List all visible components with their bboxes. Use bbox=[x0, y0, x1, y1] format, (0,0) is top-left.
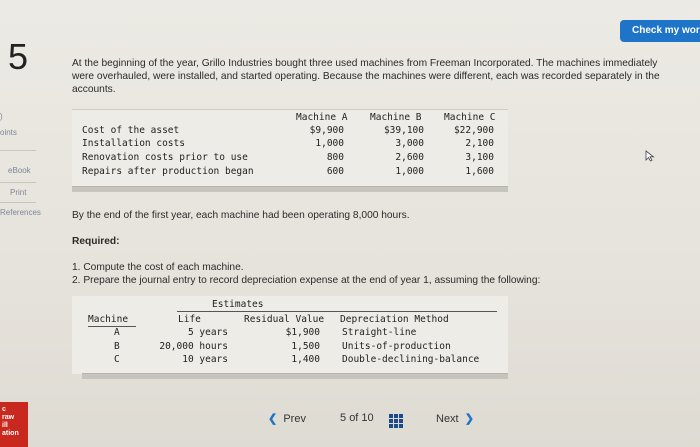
logo-text: c bbox=[2, 406, 6, 413]
cell: Straight-line bbox=[342, 327, 417, 338]
next-label: Next bbox=[436, 413, 459, 425]
cell: $1,900 bbox=[285, 327, 320, 338]
rail-divider bbox=[0, 182, 36, 183]
current-page: 5 bbox=[340, 412, 347, 424]
cell: 5 years bbox=[187, 327, 228, 338]
cell: 3,000 bbox=[395, 138, 424, 149]
row-label: Installation costs bbox=[82, 138, 185, 149]
cell: 600 bbox=[326, 166, 344, 177]
cell: A bbox=[114, 327, 120, 338]
header-underline bbox=[88, 326, 136, 327]
cell: 1,400 bbox=[291, 354, 320, 365]
col-header-machine-a: Machine A bbox=[296, 112, 348, 123]
cell: Units-of-production bbox=[342, 341, 451, 352]
question-grid-icon[interactable] bbox=[389, 414, 403, 428]
prev-button[interactable] bbox=[268, 412, 306, 425]
problem-intro: At the beginning of the year, Grillo Industries bought three used machines from Freeman Incorporated. The machines immediately were overhauled, were installed, and started operating. Because the machines were different, each was recorded separately in the accounts. bbox=[72, 58, 660, 95]
cell: 800 bbox=[326, 152, 344, 163]
estimates-rule bbox=[177, 311, 497, 312]
page-indicator bbox=[340, 412, 374, 424]
rail-print[interactable]: Print bbox=[10, 188, 27, 197]
col-header-residual: Residual Value bbox=[244, 314, 325, 325]
cell: $22,900 bbox=[453, 125, 494, 136]
rail-references[interactable]: References bbox=[0, 208, 41, 217]
row-label: Renovation costs prior to use bbox=[82, 152, 248, 163]
mouse-cursor-icon bbox=[645, 150, 655, 162]
logo-text: ation bbox=[2, 430, 19, 437]
cell: B bbox=[114, 341, 120, 352]
page-total: of 10 bbox=[349, 412, 374, 424]
cell: $9,900 bbox=[309, 125, 344, 136]
logo-text: raw bbox=[2, 414, 15, 421]
col-header-machine-b: Machine B bbox=[370, 112, 422, 123]
chevron-right-icon: ❯ bbox=[464, 413, 474, 425]
cell: 1,600 bbox=[465, 166, 494, 177]
estimates-table bbox=[72, 296, 508, 374]
machine-costs-table bbox=[72, 109, 508, 188]
question-navigation bbox=[258, 412, 494, 434]
table-scrollbar[interactable] bbox=[82, 373, 508, 379]
check-my-work-button[interactable]: Check my wor bbox=[620, 20, 700, 42]
required-heading: Required: bbox=[72, 236, 120, 247]
cell: 20,000 hours bbox=[159, 341, 228, 352]
requirement-2: 2. Prepare the journal entry to record depreciation expense at the end of year 1, assuming the following: bbox=[72, 275, 541, 286]
cell: $39,100 bbox=[383, 125, 424, 136]
cell: 10 years bbox=[182, 354, 228, 365]
estimates-header: Estimates bbox=[212, 299, 264, 310]
row-label: Repairs after production began bbox=[82, 166, 254, 177]
logo-text: ill bbox=[2, 422, 8, 429]
cell: 1,000 bbox=[315, 138, 344, 149]
requirement-1: 1. Compute the cost of each machine. bbox=[72, 262, 244, 273]
rail-divider bbox=[0, 202, 36, 203]
row-label: Cost of the asset bbox=[82, 125, 180, 136]
cell: Double-declining-balance bbox=[342, 354, 480, 365]
rail-points: oints bbox=[0, 128, 17, 137]
col-header-life: Life bbox=[178, 314, 201, 325]
rail-bracket: ) bbox=[0, 112, 3, 121]
table-scrollbar[interactable] bbox=[72, 186, 508, 192]
col-header-machine-c: Machine C bbox=[444, 112, 496, 123]
cell: C bbox=[114, 354, 120, 365]
cell: 2,100 bbox=[465, 138, 494, 149]
next-button[interactable] bbox=[436, 412, 474, 425]
cell: 3,100 bbox=[465, 152, 494, 163]
question-number: 5 bbox=[8, 36, 29, 77]
publisher-logo bbox=[0, 402, 28, 447]
cell: 1,500 bbox=[291, 341, 320, 352]
cell: 1,000 bbox=[395, 166, 424, 177]
rail-ebook[interactable]: eBook bbox=[8, 166, 31, 175]
cell: 2,600 bbox=[395, 152, 424, 163]
chevron-left-icon: ❮ bbox=[268, 413, 278, 425]
prev-label: Prev bbox=[283, 413, 306, 425]
col-header-method: Depreciation Method bbox=[340, 314, 449, 325]
rail-divider bbox=[0, 150, 36, 151]
col-header-machine: Machine bbox=[88, 314, 129, 325]
hours-text: By the end of the first year, each machine had been operating 8,000 hours. bbox=[72, 210, 410, 221]
